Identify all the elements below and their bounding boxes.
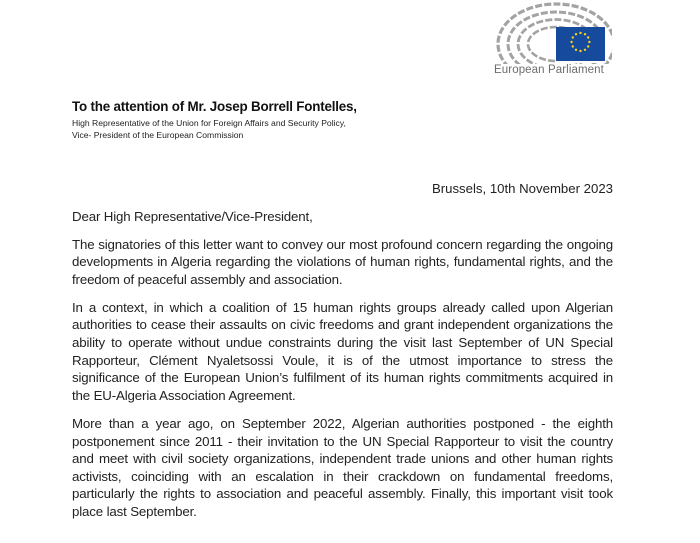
salutation: Dear High Representative/Vice-President, bbox=[72, 209, 313, 224]
logo-text: European Parliament bbox=[494, 64, 604, 76]
paragraph-1: The signatories of this letter want to convey our most profound concern regarding the ongoing developments in Algeria regarding the violations of human rights, fundamental rights, and the freedom of peaceful assembly and association. bbox=[72, 236, 613, 287]
paragraph-2: In a context, in which a coalition of 15 human rights groups already called upon Algerian authorities to cease their assaults on civic freedoms and grant independent organizations the ability to operate without undue constraints during the visit last September of UN Special Rapporteur, Clément Nyaletsossi Voule, it is of the utmost importance to stress the significance of the European Union’s fulfilment of its human rights commitments acquired in the EU-Algeria Association Agreement. bbox=[72, 299, 613, 403]
addressee-title-1: High Representative of the Union for Foreign Affairs and Security Policy, bbox=[72, 118, 346, 128]
letter-body bbox=[72, 208, 613, 531]
addressee-block bbox=[72, 99, 357, 141]
addressee-title-2: Vice- President of the European Commission bbox=[72, 130, 244, 140]
paragraph-3: More than a year ago, on September 2022, Algerian authorities postponed - the eighth postponement since 2011 - their invitation to the UN Special Rapporteur to visit the country and meet with civil society organizations, independent trade unions and other human rights activists, coinciding with an escalation in their crackdown on fundamental freedoms, particularly the rights to association and peaceful assembly. Finally, this important visit took place last September. bbox=[72, 415, 613, 519]
hemicycle-flag-icon bbox=[490, 0, 612, 64]
european-parliament-logo bbox=[490, 0, 612, 84]
letter-date: Brussels, 10th November 2023 bbox=[431, 181, 613, 196]
addressee-name: To the attention of Mr. Josep Borrell Fontelles, bbox=[72, 99, 357, 114]
